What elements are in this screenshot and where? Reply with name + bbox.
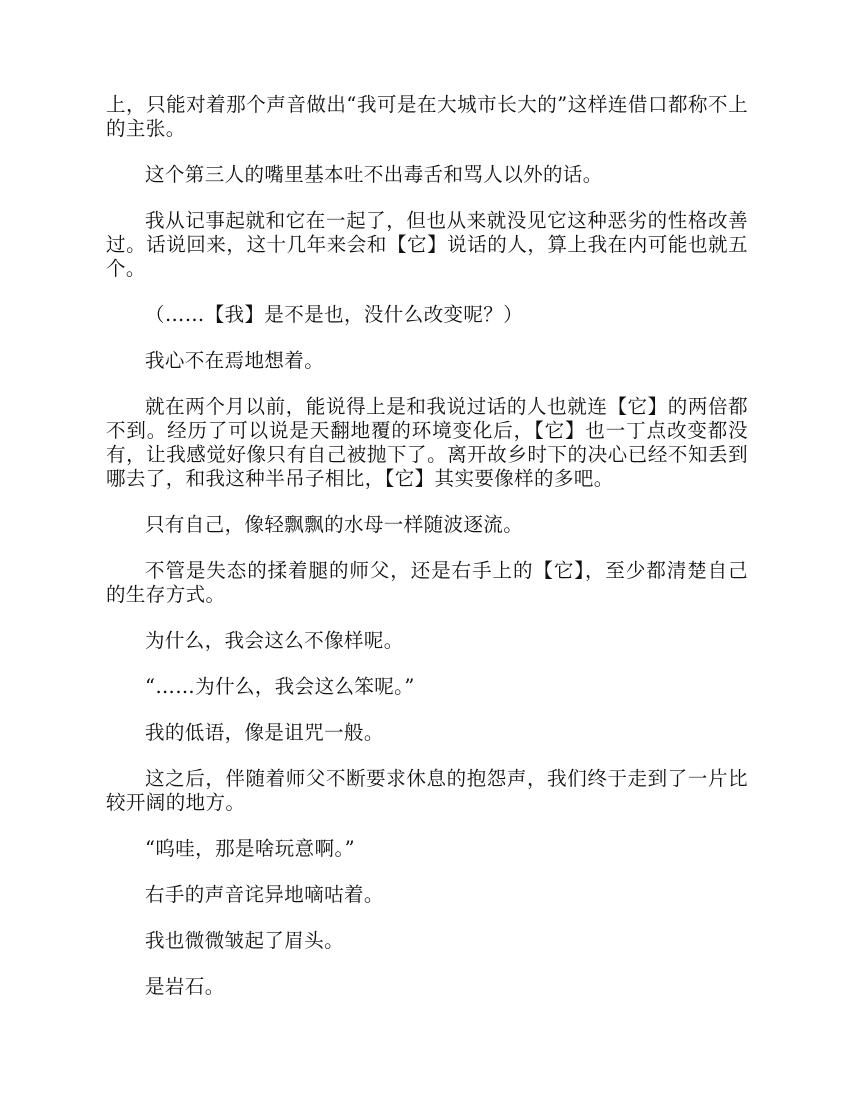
- paragraph: “呜哇，那是啥玩意啊。”: [145, 837, 355, 860]
- paragraph: 这之后，伴随着师父不断要求休息的抱怨声，我们终于走到了一片比较开阔的地方。: [106, 767, 748, 814]
- body-text: [106, 93, 748, 1021]
- paragraph: 为什么，我会这么不像样呢。: [145, 629, 404, 652]
- paragraph: 这个第三人的嘴里基本吐不出毒舌和骂人以外的话。: [145, 163, 603, 186]
- paragraph: “……为什么，我会这么笨呢。”: [145, 675, 415, 698]
- paragraph: 上，只能对着那个声音做出“我可是在大城市长大的”这样连借口都称不上的主张。: [106, 93, 748, 140]
- paragraph: 是岩石。: [145, 975, 225, 998]
- paragraph: 我从记事起就和它在一起了，但也从来就没见它这种恶劣的性格改善过。话说回来，这十几年来会和【它】说话的人，算上我在内可能也就五个。: [106, 209, 748, 280]
- paragraph: （……【我】是不是也，没什么改变呢？）: [145, 303, 524, 326]
- paragraph: 我心不在焉地想着。: [145, 349, 325, 372]
- paragraph: 就在两个月以前，能说得上是和我说过话的人也就连【它】的两倍都不到。经历了可以说是天翻地覆的环境变化后，【它】也一丁点改变都没有，让我感觉好像只有自己被抛下了。离开故乡时下的决心已经不知丢到哪去了，和我这种半吊子相比，【它】其实要像样的多吧。: [106, 395, 748, 490]
- paragraph: 我也微微皱起了眉头。: [145, 929, 345, 952]
- paragraph: 不管是失态的揉着腿的师父，还是右手上的【它】，至少都清楚自己的生存方式。: [106, 559, 748, 606]
- paragraph: 我的低语，像是诅咒一般。: [145, 721, 384, 744]
- paragraph: 只有自己，像轻飘飘的水母一样随波逐流。: [145, 513, 524, 536]
- paragraph: 右手的声音诧异地嘀咕着。: [145, 883, 384, 906]
